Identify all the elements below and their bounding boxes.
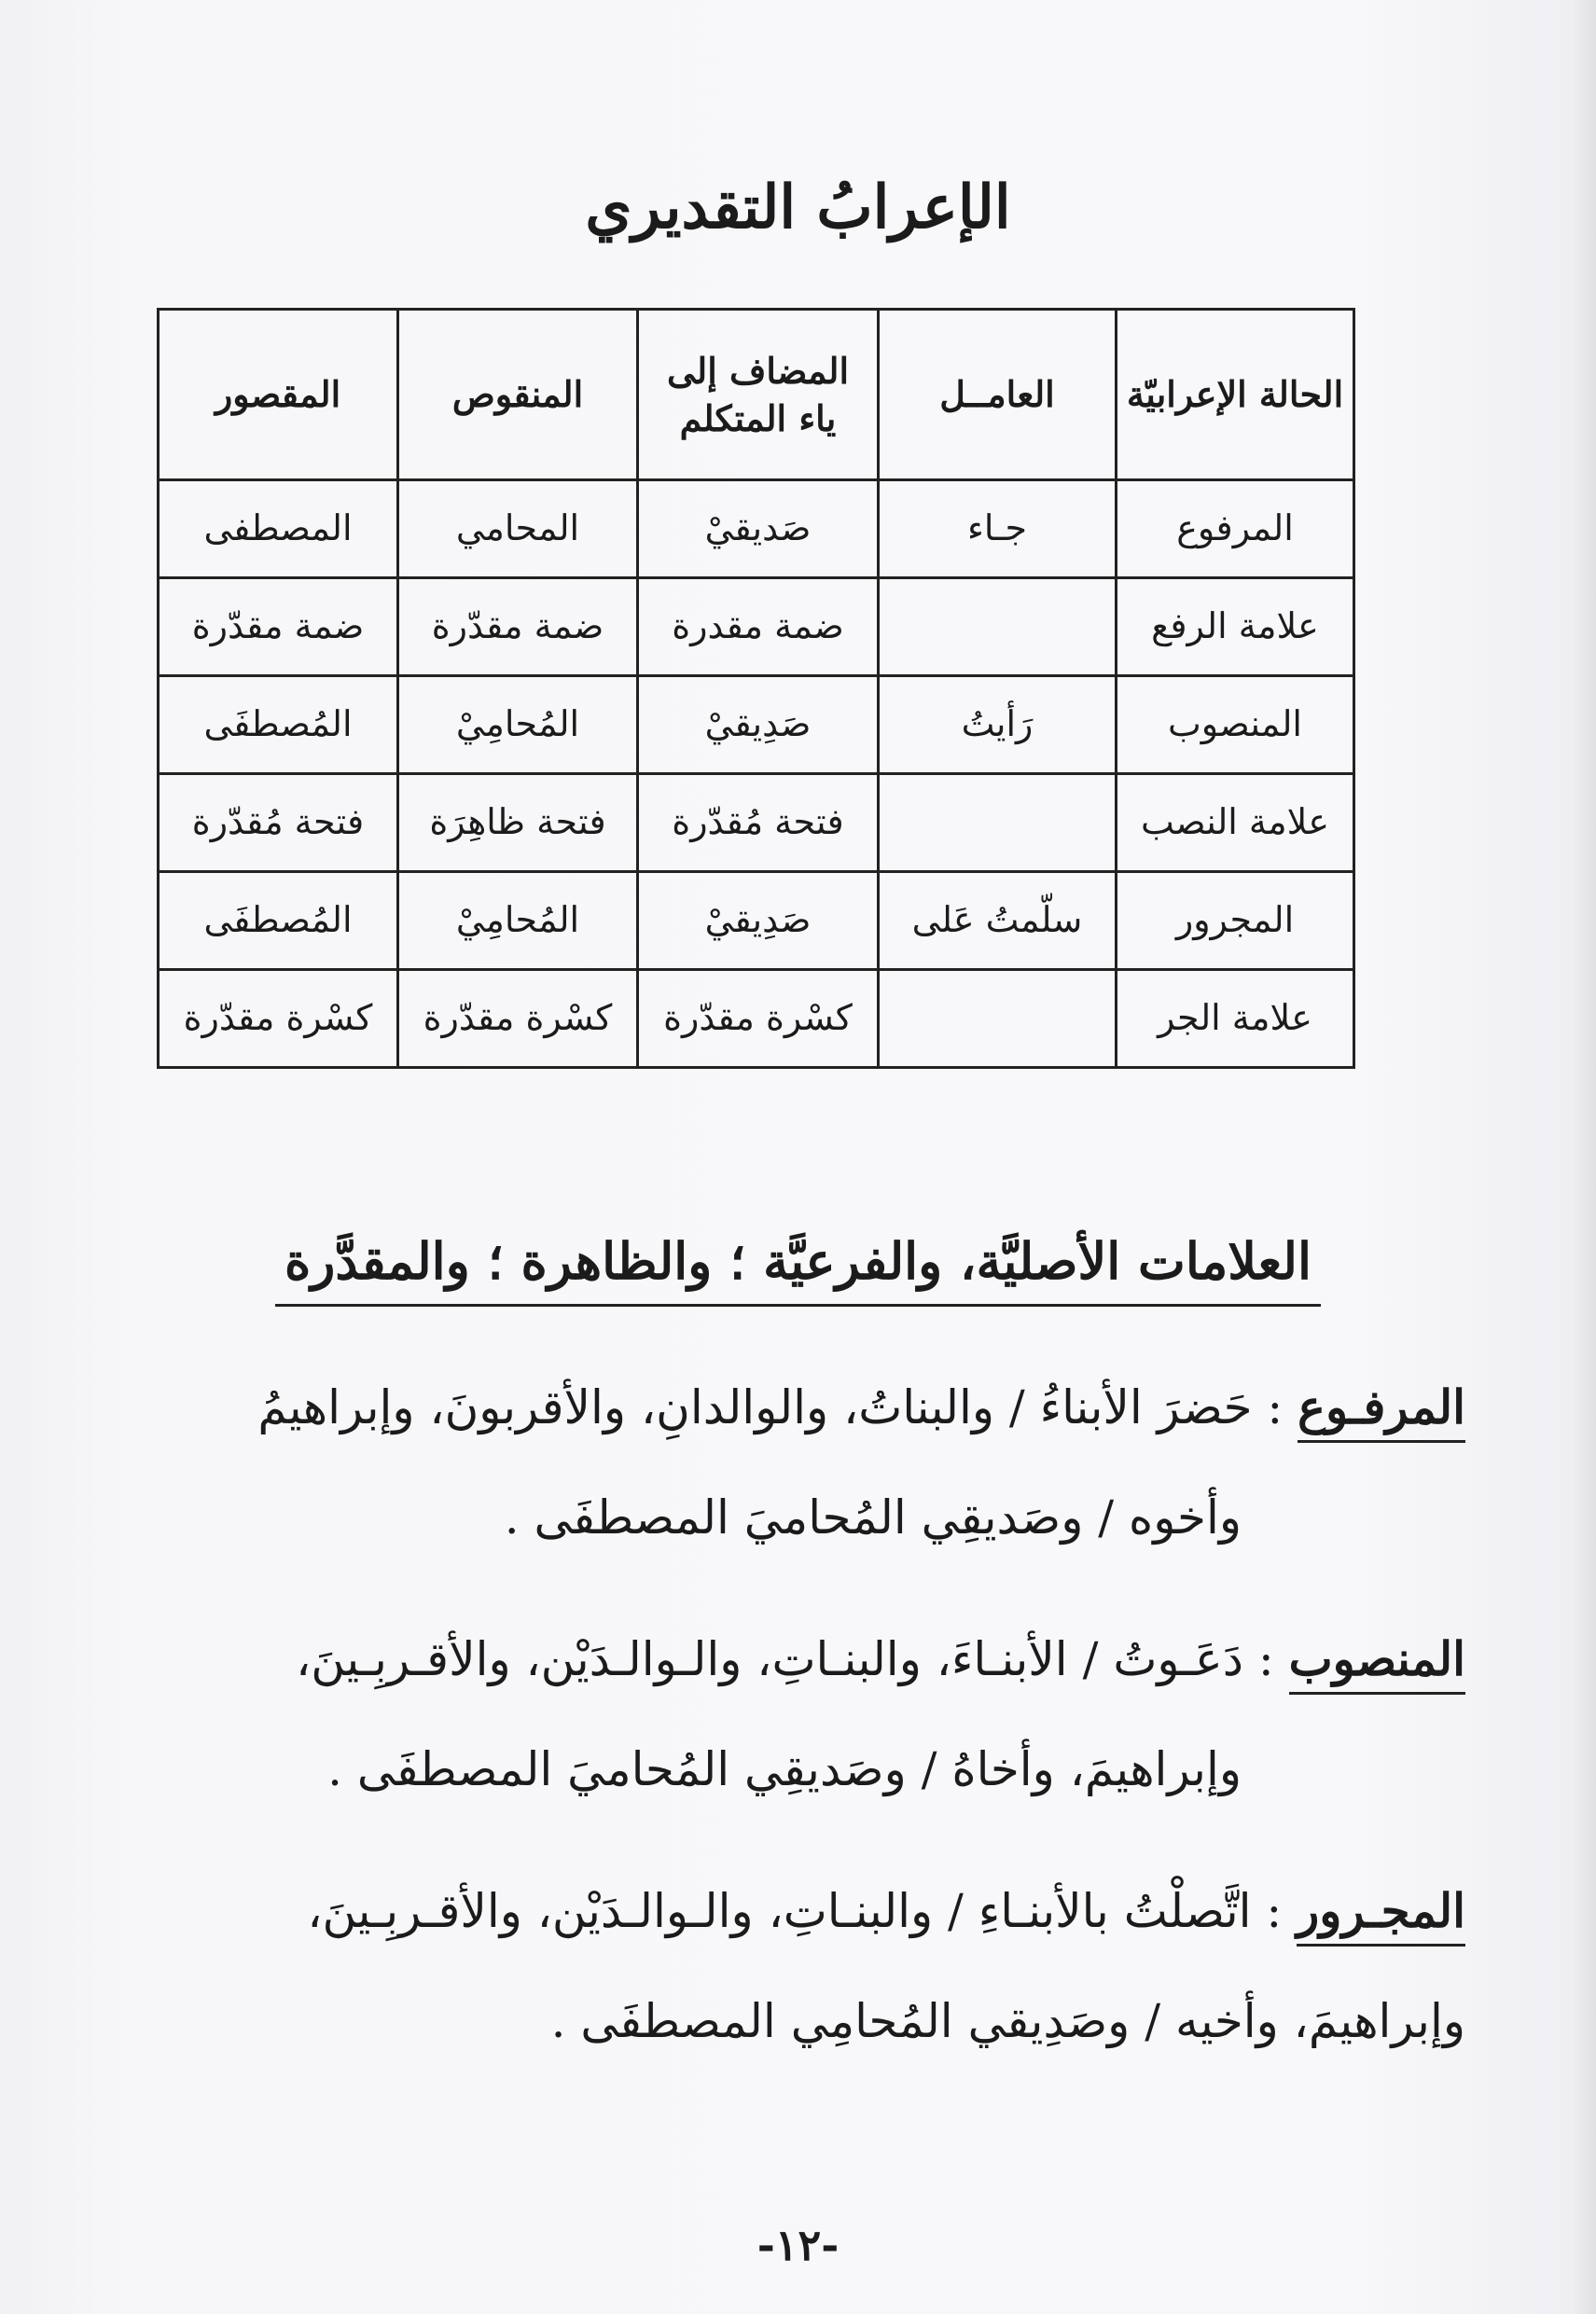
table-cell: كسْرة مقدّرة	[638, 970, 879, 1068]
paragraph-line: وإبراهيمَ، وأخاهُ / وصَديقِي المُحاميَ المصطفَى .	[327, 1742, 1242, 1796]
table-cell: صَدِيقيْ	[638, 676, 879, 774]
table-row	[159, 676, 1354, 774]
table-cell	[879, 970, 1117, 1068]
header-governor: العامــل	[879, 310, 1117, 480]
grammar-table	[157, 308, 1355, 1069]
table-cell	[879, 578, 1117, 676]
paragraph-mansoob	[48, 1604, 1465, 1824]
table-cell: المُصطفَى	[159, 676, 398, 774]
table-cell: المُحامِيْ	[398, 676, 638, 774]
table-cell: جـاء	[879, 480, 1117, 578]
paragraph-majroor	[48, 1856, 1465, 2076]
table-cell: ضمة مقدّرة	[159, 578, 398, 676]
table-cell: المجرور	[1117, 872, 1354, 970]
section-heading	[0, 1231, 1596, 1307]
paragraph-label: المرفـوع	[1298, 1379, 1465, 1443]
paragraph-marfoo	[48, 1352, 1465, 1573]
table-cell: كسْرة مقدّرة	[159, 970, 398, 1068]
table-header-row	[159, 310, 1354, 480]
table-cell: علامة الجر	[1117, 970, 1354, 1068]
table-cell: المرفوع	[1117, 480, 1354, 578]
page-spine-shadow	[1572, 0, 1596, 2314]
page-title: الإعرابُ التقديري	[585, 173, 1011, 242]
table-row	[159, 774, 1354, 872]
table-row	[159, 872, 1354, 970]
paragraph-line: وأخوه / وصَديقِي المُحاميَ المصطفَى .	[504, 1490, 1242, 1545]
table-cell: فتحة مُقدّرة	[638, 774, 879, 872]
header-maqsur: المقصور	[159, 310, 398, 480]
table-row	[159, 578, 1354, 676]
paragraph-line: وإبراهيمَ، وأخيه / وصَدِيقي المُحامِي المصطفَى .	[550, 1994, 1465, 2048]
table-cell	[879, 774, 1117, 872]
paragraph-line: : دَعَـوتُ / الأبنـاءَ، والبنـاتِ، والـوالـدَيْن، والأقـربِـينَ،	[296, 1632, 1289, 1686]
table-cell: المحامي	[398, 480, 638, 578]
header-manqus: المنقوص	[398, 310, 638, 480]
paragraph-line: : حَضرَ الأبناءُ / والبناتُ، والوالدانِ، والأقربونَ، وإبراهيمُ	[257, 1380, 1298, 1434]
section-heading-text: العلامات الأصليَّة، والفرعيَّة ؛ والظاهرة ؛ والمقدَّرة	[275, 1231, 1321, 1307]
header-possessive: المضاف إلى ياء المتكلم	[638, 310, 879, 480]
header-case: الحالة الإعرابيّة	[1117, 310, 1354, 480]
table-cell: فتحة مُقدّرة	[159, 774, 398, 872]
table-cell: صَديقيْ	[638, 480, 879, 578]
table-cell: سلّمتُ عَلى	[879, 872, 1117, 970]
table-cell: المصطفى	[159, 480, 398, 578]
table-cell: المُصطفَى	[159, 872, 398, 970]
table-cell: ضمة مقدّرة	[398, 578, 638, 676]
table-cell: كسْرة مقدّرة	[398, 970, 638, 1068]
table-cell: المُحامِيْ	[398, 872, 638, 970]
table-cell: علامة الرفع	[1117, 578, 1354, 676]
table-cell: رَأيتُ	[879, 676, 1117, 774]
page-number: -١٢-	[756, 2220, 840, 2270]
table-cell: صَدِيقيْ	[638, 872, 879, 970]
table-cell: المنصوب	[1117, 676, 1354, 774]
table-row	[159, 970, 1354, 1068]
table-cell: علامة النصب	[1117, 774, 1354, 872]
paragraph-label: المنصوب	[1289, 1631, 1465, 1695]
table-cell: ضمة مقدرة	[638, 578, 879, 676]
table-row	[159, 480, 1354, 578]
paragraph-line: : اتَّصلْتُ بالأبنـاءِ / والبنـاتِ، والـوالـدَيْن، والأقـربِـينَ،	[307, 1884, 1298, 1938]
paragraph-label: المجـرور	[1297, 1883, 1465, 1947]
table-cell: فتحة ظاهِرَة	[398, 774, 638, 872]
